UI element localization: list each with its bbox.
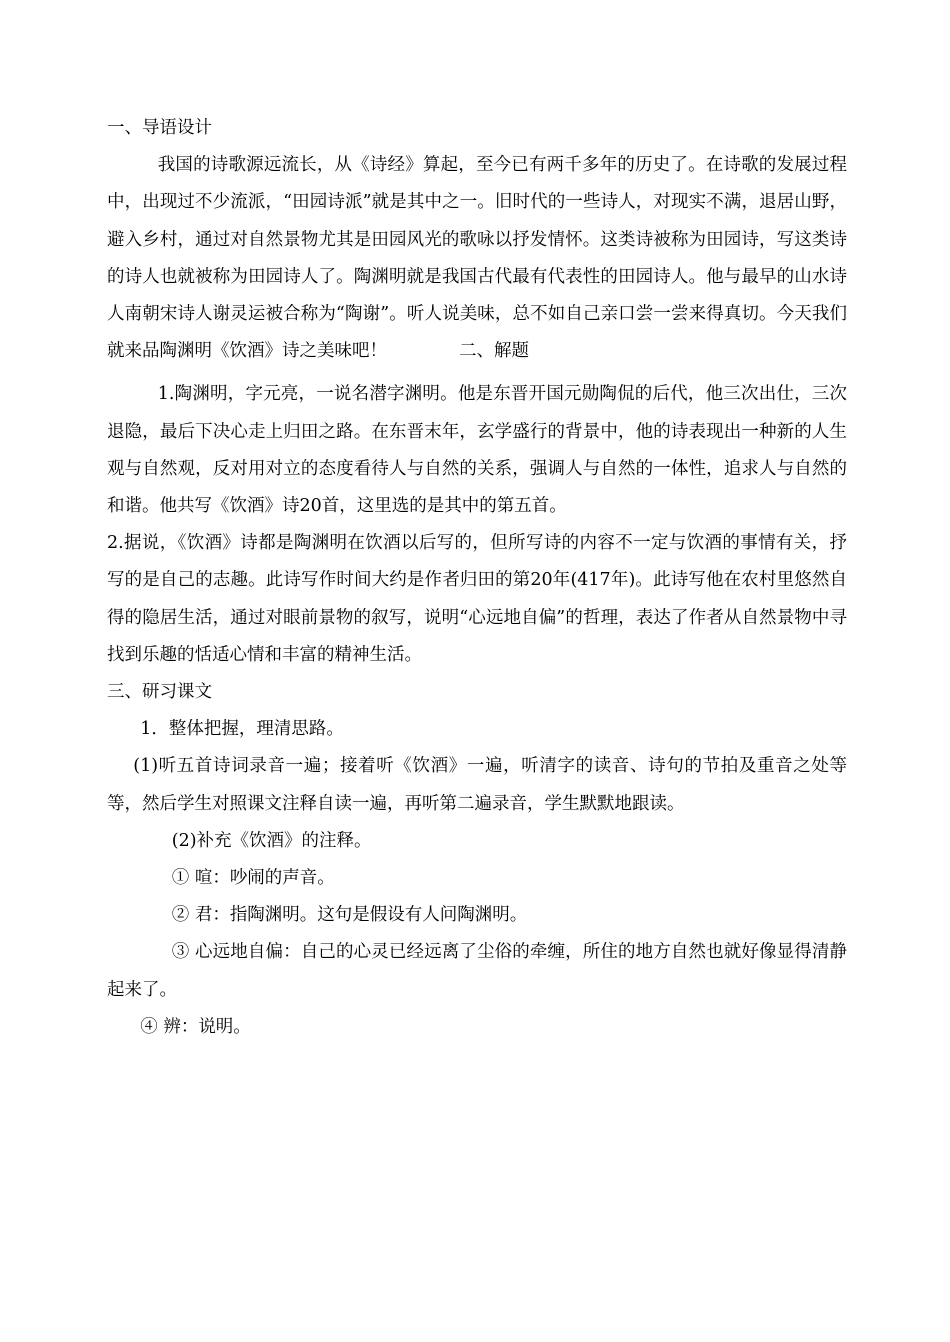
- note-item-4: ④ 辨：说明。: [140, 1016, 251, 1037]
- document-body: [107, 110, 847, 1046]
- section-heading-intro: 一、导语设计: [107, 118, 212, 138]
- intro-paragraph-text: 我国的诗歌源远流长，从《诗经》算起，至今已有两千多年的历史了。在诗歌的发展过程中，出现过不少流派，“田园诗派”就是其中之一。旧时代的一些诗人，对现实不满，退居山野，避入乡村，通过对自然景物尤其是田园风光的歌咏以抒发情怀。这类诗被称为田园诗，写这类诗的诗人也就被称为田园诗人了。陶渊明就是我国古代最有代表性的田园诗人。他与最早的山水诗人南朝宋诗人谢灵运被合称为“陶谢”。听人说美味，总不如自己亲口尝一尝来得真切。今天我们就来品陶渊明《饮酒》诗之美味吧！: [107, 155, 847, 362]
- study-sub-item-2: (2)补充《饮酒》的注释。: [171, 830, 372, 851]
- study-item-1: 1．整体把握，理清思路。: [140, 719, 344, 740]
- section-heading-solve: 二、解题: [459, 341, 529, 362]
- note-item-1: ① 喧：吵闹的声音。: [171, 868, 335, 889]
- intro-paragraph: [107, 147, 847, 370]
- solve-item-1: 1.陶渊明，字元亮，一说名潜字渊明。他是东晋开国元勋陶侃的后代，他三次出仕，三次退隐，最后下决心走上归田之路。在东晋末年，玄学盛行的背景中，他的诗表现出一种新的人生观与自然观，反对用对立的态度看待人与自然的关系，强调人与自然的一体性，追求人与自然的和谐。他共写《饮酒》诗20首，这里选的是其中的第五首。: [107, 384, 847, 517]
- study-sub-item-1: (1)听五首诗词录音一遍；接着听《饮酒》一遍，听清字的读音、诗句的节拍及重音之处等等，然后学生对照课文注释自读一遍，再听第二遍录音，学生默默地跟读。: [107, 756, 847, 814]
- note-item-2: ② 君：指陶渊明。这句是假设有人问陶渊明。: [171, 905, 528, 926]
- solve-item-2: 2.据说，《饮酒》诗都是陶渊明在饮酒以后写的，但所写诗的内容不一定与饮酒的事情有关，抒写的是自己的志趣。此诗写作时间大约是作者归田的第20年(417年)。此诗写他在农村里悠然自得的隐居生活，通过对眼前景物的叙写，说明“心远地自偏”的哲理，表达了作者从自然景物中寻找到乐趣的恬适心情和丰富的精神生活。: [107, 533, 847, 665]
- section-heading-study: 三、研习课文: [107, 682, 212, 703]
- note-item-3: ③ 心远地自偏：自己的心灵已经远离了尘俗的牵缠，所住的地方自然也就好像显得清静起来了。: [107, 942, 847, 1000]
